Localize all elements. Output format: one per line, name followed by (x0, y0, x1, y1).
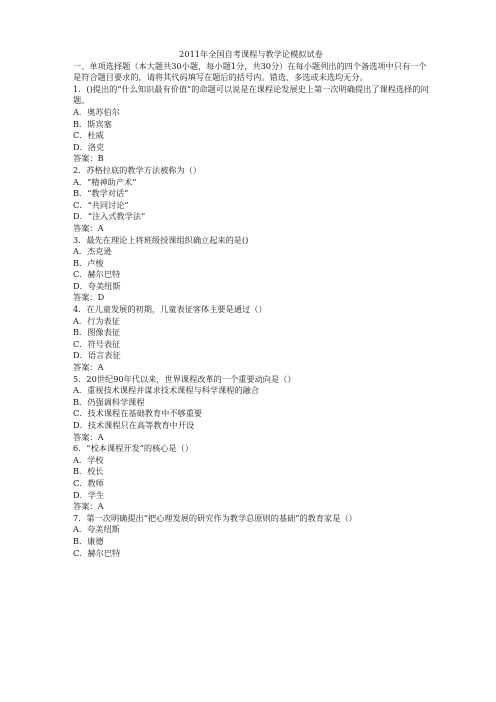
question-1 (73, 84, 429, 165)
question-option: C．赫尔巴特 (73, 269, 121, 280)
document-title: 2011年全国自考课程与教学论模拟试卷 (179, 49, 323, 59)
question-option: B．斯宾塞 (73, 118, 112, 129)
question-7 (73, 513, 429, 559)
question-option: C．符号表征 (73, 338, 121, 349)
question-option: C．杜威 (73, 130, 104, 141)
question-stem: 4．在儿童发展的初期，儿童表征客体主要是通过（） (73, 304, 267, 315)
question-option: A．行为表征 (73, 315, 120, 326)
question-5 (73, 374, 429, 444)
question-option: A．“精神助产术” (73, 176, 137, 187)
question-answer: 答案：A (73, 222, 104, 233)
question-option: D．学生 (73, 489, 105, 500)
question-option: D．语言表征 (73, 350, 121, 361)
section-intro: 一、单项选择题（本大题共30小题，每小题1分，共30分）在每小题列出的四个备选项中只有一个是符合题目要求的，请将其代码填写在题后的括号内。错选、多选或未选均无分。 (73, 60, 427, 83)
question-stem: 2．苏格拉底的教学方法被称为（） (73, 164, 202, 175)
question-answer: 答案：A (73, 431, 104, 442)
question-2 (73, 165, 429, 235)
question-option: B．康德 (73, 535, 104, 546)
question-option: A．奥苏伯尔 (73, 106, 120, 117)
question-option: B．仍强调科学课程 (73, 396, 145, 407)
question-answer: 答案：B (73, 153, 104, 164)
question-option: D．技术课程只在高等教育中开设 (73, 420, 195, 430)
question-stem: 5．20世纪90年代以来，世界课程改革的一个重要动向是（） (73, 373, 296, 384)
question-option: A．重视技术课程并谋求技术课程与科学课程的融合 (73, 385, 260, 396)
question-option: B．卢梭 (73, 257, 104, 268)
question-option: C．教师 (73, 477, 104, 488)
question-stem: 7．第一次明确提出“把心理发展的研究作为教学总原则的基础”的教育家是（） (73, 512, 357, 523)
question-option: D．夸美纽斯 (73, 280, 121, 291)
question-option: D．“注入式教学法” (73, 211, 146, 222)
question-3 (73, 235, 429, 305)
question-answer: 答案：A (73, 362, 104, 373)
question-option: B．校长 (73, 466, 104, 477)
question-option: D．洛克 (73, 141, 105, 152)
question-4 (73, 304, 429, 374)
question-6 (73, 443, 429, 513)
question-option: C．“共同讨论” (73, 199, 129, 210)
question-option: B．图像表征 (73, 327, 120, 338)
question-answer: 答案：D (73, 292, 105, 303)
question-option: C．技术课程在基础教育中不够重要 (73, 408, 203, 419)
question-stem: 6．“校本课程开发”的核心是（） (73, 443, 194, 454)
question-option: A．夸美纽斯 (73, 524, 120, 535)
question-answer: 答案：A (73, 501, 104, 512)
question-stem: 1．()提出的“什么知识最有价值”的命题可以说是在课程论发展史上第一次明确提出了课程选择的问题。 (73, 83, 429, 106)
question-option: C．赫尔巴特 (73, 547, 121, 558)
question-option: A．学校 (73, 454, 104, 465)
question-option: A．杰克逊 (73, 246, 112, 257)
question-stem: 3．最先在理论上将班级授课组织确立起来的是() (73, 234, 249, 245)
question-option: B．“教学对话” (73, 188, 129, 199)
document-page (73, 49, 429, 559)
